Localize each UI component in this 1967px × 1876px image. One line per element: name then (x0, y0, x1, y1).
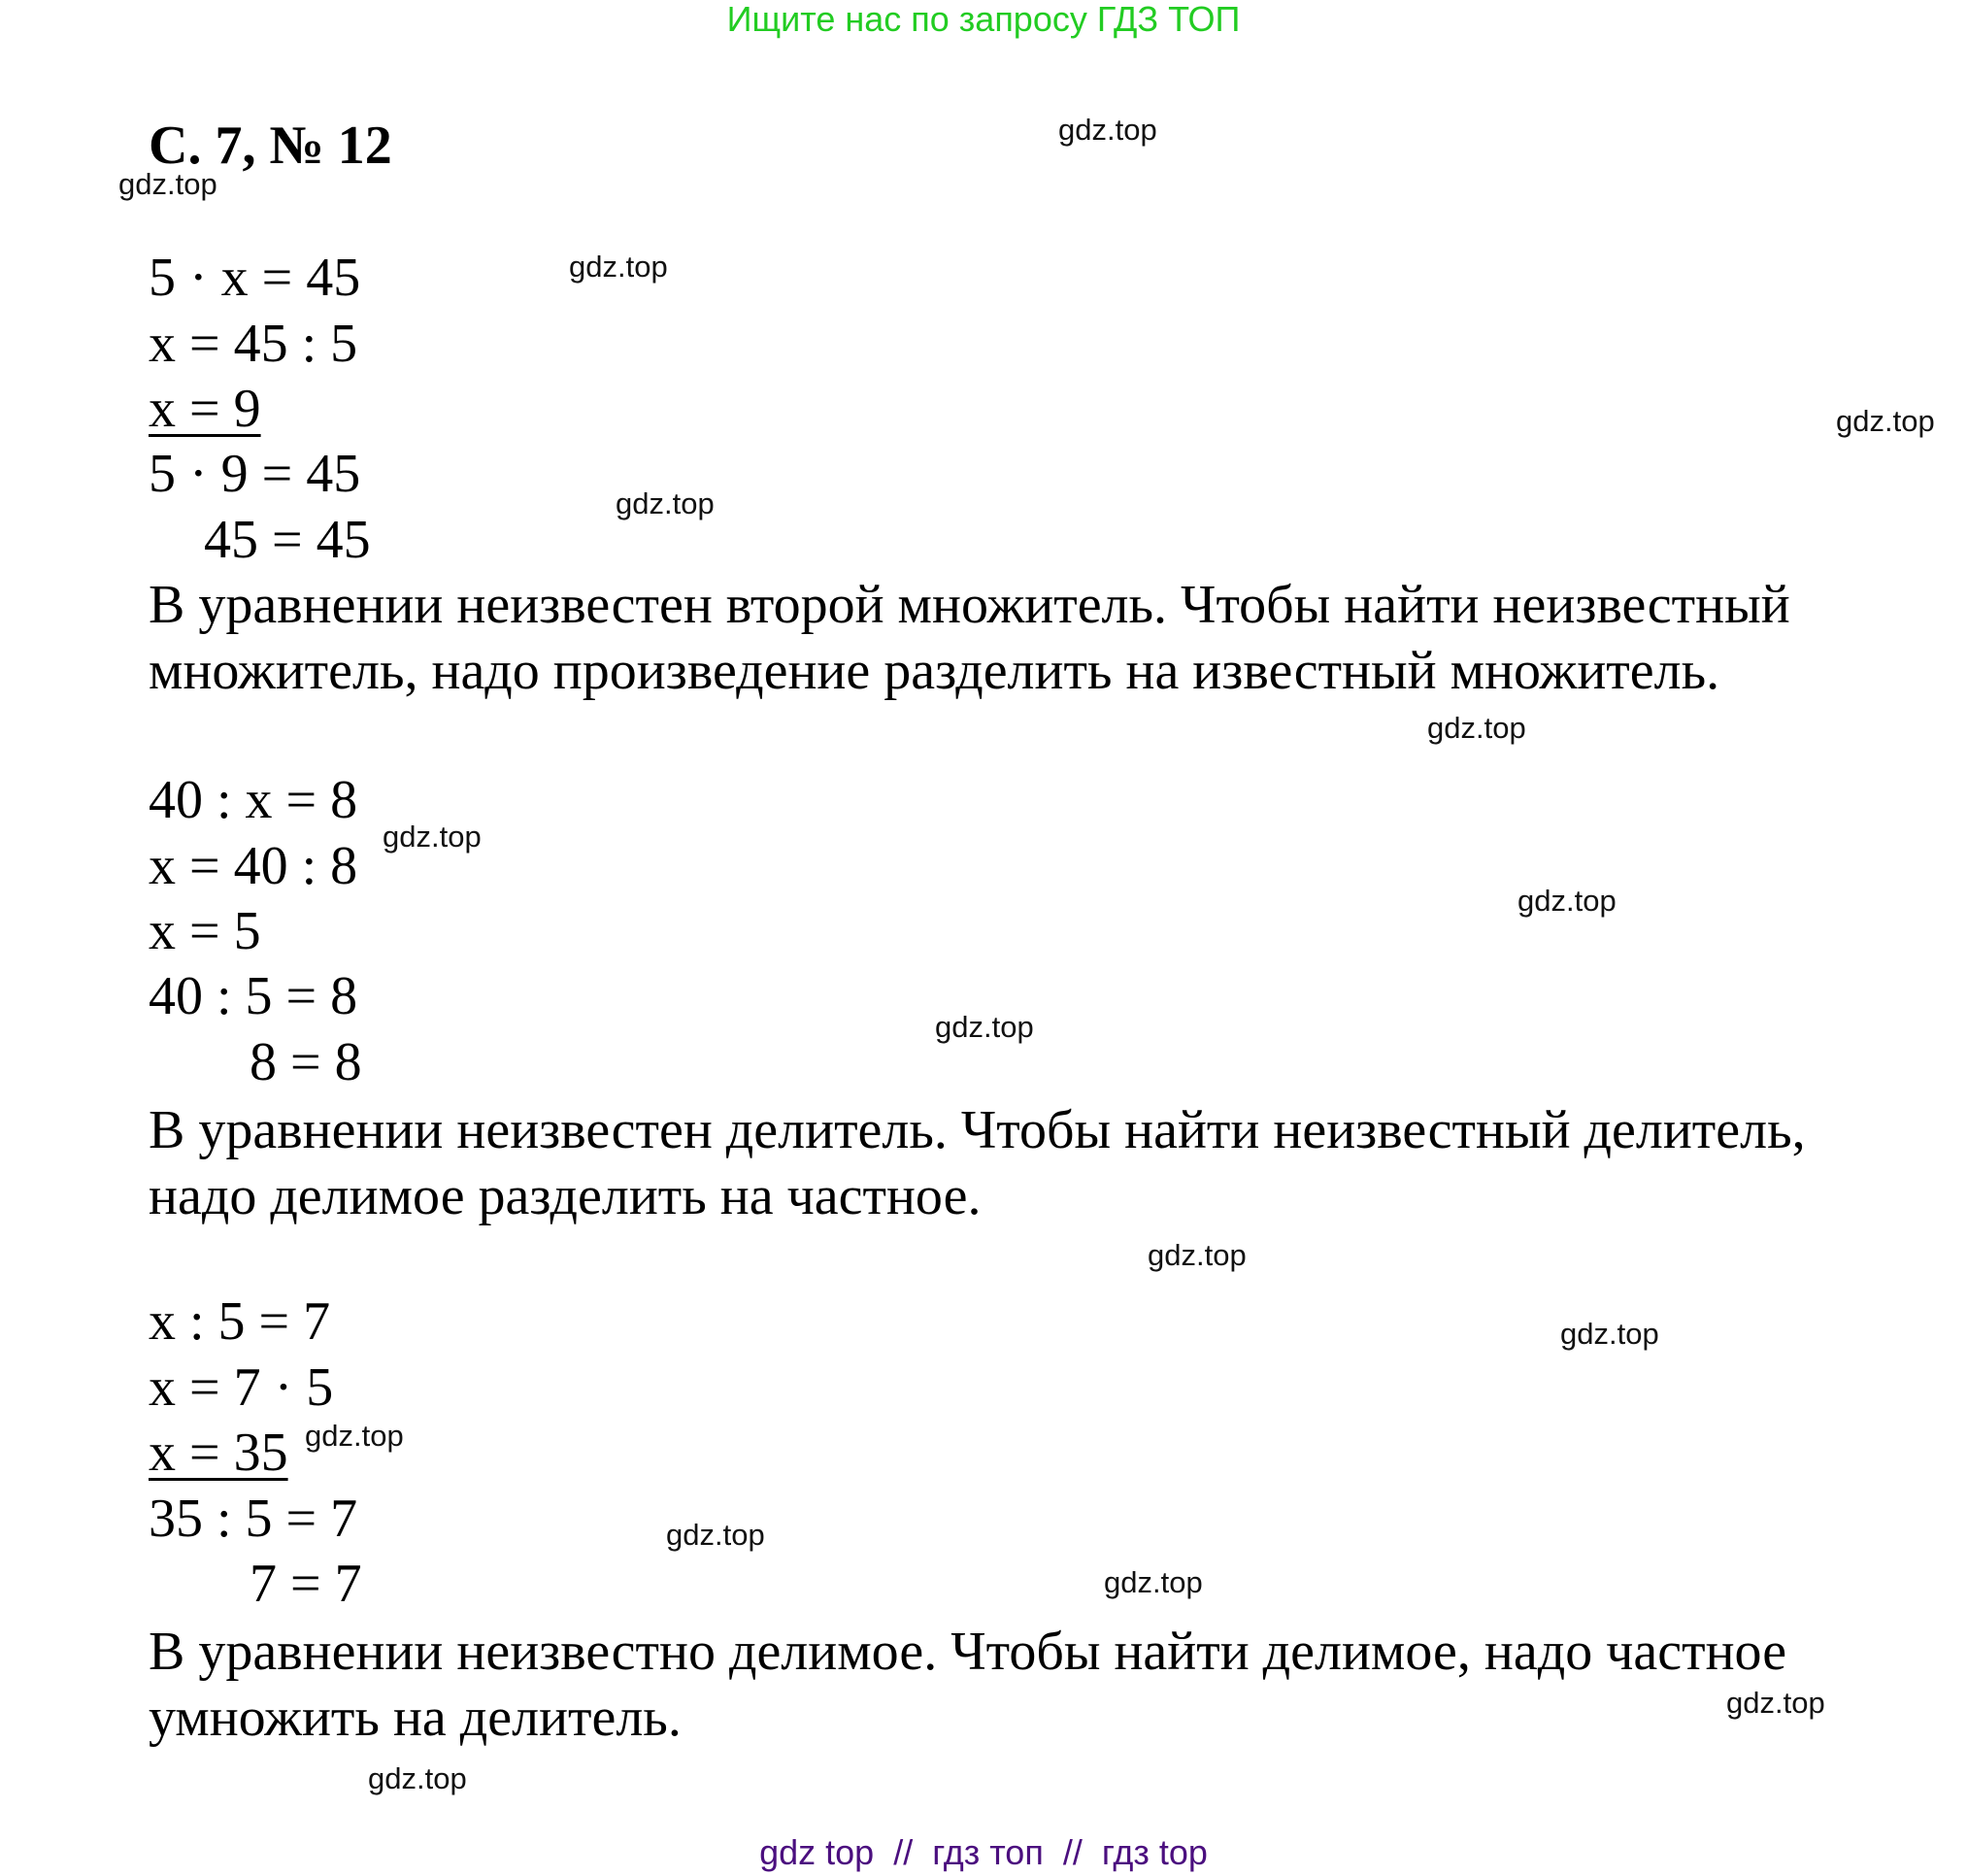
watermark: gdz.top (616, 486, 715, 520)
equation-line: x = 7 · 5 (149, 1357, 334, 1418)
footer-links: gdz top // гдз топ // гдз top (759, 1832, 1208, 1872)
watermark: gdz.top (1427, 711, 1526, 745)
equation-check-line: 45 = 45 (204, 510, 371, 570)
explanation-line: множитель, надо произведение разделить на известный множитель. (149, 641, 1720, 701)
watermark: gdz.top (368, 1761, 467, 1795)
equation-check-line: 8 = 8 (250, 1032, 362, 1092)
equation-answer-line: x = 35 (149, 1423, 288, 1483)
equation-line: 40 : 5 = 8 (149, 966, 358, 1026)
watermark: gdz.top (1726, 1686, 1825, 1720)
explanation-line: В уравнении неизвестно делимое. Чтобы найти делимое, надо частное (149, 1622, 1787, 1682)
watermark: gdz.top (1836, 404, 1935, 438)
search-banner: Ищите нас по запросу ГДЗ ТОП (726, 0, 1241, 39)
watermark: gdz.top (1104, 1565, 1203, 1599)
explanation-line: В уравнении неизвестен второй множитель. Чтобы найти неизвестный (149, 575, 1790, 635)
equation-line: x : 5 = 7 (149, 1291, 331, 1352)
equation-answer-line: x = 5 (149, 901, 261, 961)
equation-line: 35 : 5 = 7 (149, 1489, 358, 1549)
equation-line: 40 : x = 8 (149, 770, 358, 830)
explanation-line: умножить на делитель. (149, 1688, 682, 1748)
equation-line: 5 · x = 45 (149, 248, 361, 308)
watermark: gdz.top (1517, 884, 1617, 918)
equation-line: x = 40 : 8 (149, 836, 358, 896)
equation-line: x = 45 : 5 (149, 314, 358, 374)
watermark: gdz.top (383, 820, 482, 854)
watermark: gdz.top (1058, 113, 1157, 147)
watermark: gdz.top (1560, 1317, 1659, 1351)
explanation-line: В уравнении неизвестен делитель. Чтобы найти неизвестный делитель, (149, 1100, 1806, 1160)
watermark: gdz.top (666, 1518, 765, 1552)
watermark: gdz.top (1148, 1238, 1247, 1272)
page-title: С. 7, № 12 (149, 116, 392, 176)
explanation-line: надо делимое разделить на частное. (149, 1166, 982, 1226)
equation-answer-line: x = 9 (149, 379, 261, 439)
watermark: gdz.top (935, 1010, 1034, 1044)
equation-line: 5 · 9 = 45 (149, 444, 361, 504)
equation-check-line: 7 = 7 (250, 1554, 362, 1614)
watermark: gdz.top (118, 167, 217, 201)
watermark: gdz.top (569, 250, 668, 284)
watermark: gdz.top (305, 1419, 404, 1453)
